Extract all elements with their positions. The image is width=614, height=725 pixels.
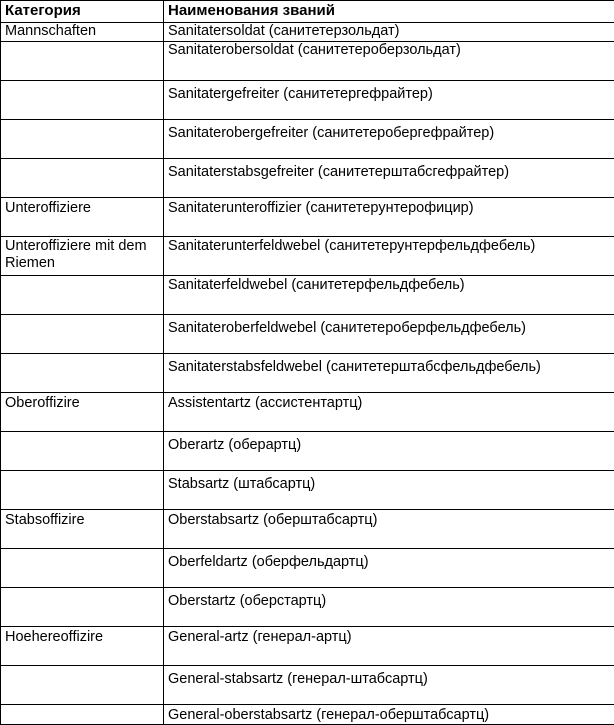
rank-cell: Assistentartz (ассистентартц) bbox=[164, 393, 614, 432]
table-row bbox=[1, 159, 614, 198]
rank-cell: Sanitaterfeldwebel (санитетерфельдфебель) bbox=[164, 276, 614, 315]
table-row bbox=[1, 705, 614, 725]
table-row bbox=[1, 237, 614, 276]
rank-cell: Oberartz (оберартц) bbox=[164, 432, 614, 471]
table-row bbox=[1, 23, 614, 42]
rank-cell: Sanitaterobersoldat (санитетероберзольдат) bbox=[164, 42, 614, 81]
category-cell bbox=[1, 315, 164, 354]
rank-cell: Sanitaterstabsfeldwebel (санитетерштабсфельдфебель) bbox=[164, 354, 614, 393]
rank-cell: Sanitatersoldat (санитетерзольдат) bbox=[164, 23, 614, 42]
category-cell: Stabsoffizire bbox=[1, 510, 164, 549]
table-row bbox=[1, 471, 614, 510]
rank-cell: General-artz (генерал-артц) bbox=[164, 627, 614, 666]
table-row bbox=[1, 510, 614, 549]
category-cell bbox=[1, 705, 164, 725]
category-cell bbox=[1, 471, 164, 510]
rank-cell: Oberstartz (оберстартц) bbox=[164, 588, 614, 627]
table-row bbox=[1, 627, 614, 666]
table-row bbox=[1, 276, 614, 315]
category-cell bbox=[1, 588, 164, 627]
table-row bbox=[1, 120, 614, 159]
table-row bbox=[1, 432, 614, 471]
category-cell bbox=[1, 159, 164, 198]
table-row bbox=[1, 42, 614, 81]
table-row bbox=[1, 81, 614, 120]
table-row bbox=[1, 315, 614, 354]
category-cell: Hoehereoffizire bbox=[1, 627, 164, 666]
table-row bbox=[1, 588, 614, 627]
category-cell: Oberoffizire bbox=[1, 393, 164, 432]
category-cell bbox=[1, 354, 164, 393]
category-cell: Unteroffiziere bbox=[1, 198, 164, 237]
category-cell bbox=[1, 120, 164, 159]
rank-cell: Sanitateroberfeldwebel (санитетероберфельдфебель) bbox=[164, 315, 614, 354]
category-cell bbox=[1, 432, 164, 471]
category-cell bbox=[1, 276, 164, 315]
category-cell: Unteroffiziere mit dem Riemen bbox=[1, 237, 164, 276]
rank-cell: Sanitaterobergefreiter (санитетеробергефрайтер) bbox=[164, 120, 614, 159]
table-row bbox=[1, 393, 614, 432]
rank-cell: Sanitaterunteroffizier (санитетерунтерофицир) bbox=[164, 198, 614, 237]
table-row bbox=[1, 549, 614, 588]
rank-cell: Oberstabsartz (оберштабсартц) bbox=[164, 510, 614, 549]
header-category: Категория bbox=[1, 1, 164, 23]
rank-cell: Stabsartz (штабсартц) bbox=[164, 471, 614, 510]
category-cell bbox=[1, 549, 164, 588]
rank-cell: General-stabsartz (генерал-штабсартц) bbox=[164, 666, 614, 705]
table-row bbox=[1, 198, 614, 237]
rank-cell: General-oberstabsartz (генерал-оберштабсартц) bbox=[164, 705, 614, 725]
table-row bbox=[1, 354, 614, 393]
category-cell: Mannschaften bbox=[1, 23, 164, 42]
category-cell bbox=[1, 666, 164, 705]
rank-cell: Sanitaterstabsgefreiter (санитетерштабсгефрайтер) bbox=[164, 159, 614, 198]
table-row bbox=[1, 666, 614, 705]
rank-cell: Sanitaterunterfeldwebel (санитетерунтерфельдфебель) bbox=[164, 237, 614, 276]
rank-cell: Sanitatergefreiter (санитетергефрайтер) bbox=[164, 81, 614, 120]
header-ranks: Наименования званий bbox=[164, 1, 614, 23]
rank-cell: Oberfeldartz (оберфельдартц) bbox=[164, 549, 614, 588]
category-cell bbox=[1, 42, 164, 81]
header-row bbox=[1, 1, 614, 23]
category-cell bbox=[1, 81, 164, 120]
